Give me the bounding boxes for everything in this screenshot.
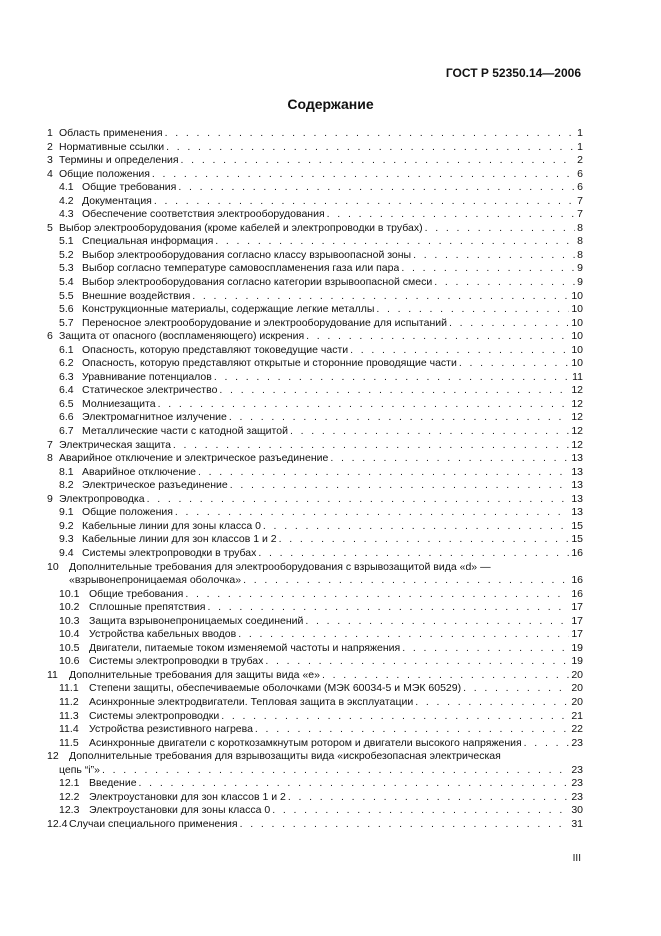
toc-entry-title: Нормативные ссылки (59, 140, 165, 153)
toc-entry-title: Дополнительные требования для защиты вида «е» (69, 668, 320, 681)
toc-entry-page: 20 (571, 668, 583, 681)
toc-entry-title: Системы электропроводки в трубах (89, 655, 264, 668)
toc-entry-title: Аварийное отключение (82, 465, 196, 478)
leader-dots (255, 723, 569, 737)
toc-entry-title: Асинхронные двигатели с короткозамкнутым ротором и двигатели высокого напряжения (89, 736, 522, 749)
toc-entry-title: Молниезащита (82, 397, 156, 410)
toc-entry-title: Статическое электричество (82, 384, 218, 397)
toc-entry-number: 11.4 (59, 723, 79, 736)
toc-entry-page: 17 (571, 601, 583, 614)
toc-entry-title: Выбор электрооборудования согласно категории взрывоопасной смеси (82, 276, 433, 289)
leader-dots (258, 547, 569, 561)
toc-entry-page: 8 (577, 235, 583, 248)
toc-entry-title: Общие положения (82, 506, 173, 519)
toc-entry-page: 6 (577, 181, 583, 194)
toc-entry-page: 17 (571, 614, 583, 627)
toc-subentry[interactable] (47, 357, 583, 371)
toc-entry-page: 19 (571, 655, 583, 668)
leader-dots (139, 777, 570, 791)
leader-dots (263, 520, 569, 534)
toc-entry-number: 12.3 (59, 804, 80, 817)
toc-entry-number: 11.2 (59, 695, 79, 708)
toc-entry-page: 30 (571, 804, 583, 817)
toc-subentry[interactable] (47, 411, 583, 425)
toc-entry-page: 12 (571, 397, 583, 410)
toc-entry-page: 11 (572, 370, 583, 383)
toc-entry-number: 5 (47, 221, 53, 234)
toc-entry-number: 12.2 (59, 790, 80, 803)
leader-dots (185, 588, 569, 602)
leader-dots (415, 696, 569, 710)
document-code: ГОСТ Р 52350.14—2006 (445, 66, 581, 80)
toc-entry-title: Введение (89, 777, 137, 790)
toc-entry-number: 8.2 (59, 479, 74, 492)
toc-entry[interactable] (47, 452, 583, 466)
toc-subentry[interactable] (47, 520, 583, 534)
toc-subentry[interactable] (47, 290, 583, 304)
toc-entry-title: Внешние воздействия (82, 289, 191, 302)
toc-entry-page: 23 (571, 790, 583, 803)
toc-entry-title: Двигатели, питаемые током изменяемой частоты и напряжения (89, 641, 401, 654)
leader-dots (240, 818, 570, 832)
toc-subentry[interactable] (47, 506, 583, 520)
toc-entry-title: Общие положения (59, 167, 150, 180)
leader-dots (178, 181, 575, 195)
toc-entry-number: 6.7 (59, 425, 74, 438)
toc-entry-page: 9 (577, 276, 583, 289)
toc-entry-page: 7 (577, 208, 583, 221)
toc-entry-title: Специальная информация (82, 235, 214, 248)
toc-entry-number: 6.2 (59, 357, 74, 370)
toc-entry-page: 12 (571, 425, 583, 438)
toc-subentry[interactable] (47, 547, 583, 561)
leader-dots (463, 682, 569, 696)
toc-entry-page: 2 (577, 154, 583, 167)
toc-entry-number: 7 (47, 438, 53, 451)
toc-entry-number: 5.6 (59, 303, 74, 316)
toc-entry-page: 1 (577, 140, 583, 153)
toc-entry-title: Устройства резистивного нагрева (89, 723, 253, 736)
leader-dots (290, 425, 569, 439)
toc-entry-number: 10.6 (59, 655, 80, 668)
toc-entry-number: 3 (47, 154, 53, 167)
toc-subentry[interactable] (47, 737, 583, 751)
toc-subentry[interactable] (47, 425, 583, 439)
toc-entry-number: 6 (47, 330, 53, 343)
toc-entry-page: 17 (571, 628, 583, 641)
leader-dots (243, 574, 569, 588)
toc-entry-title: Защита от опасного (воспламеняющего) искрения (59, 330, 305, 343)
leader-dots (152, 168, 575, 182)
leader-dots (165, 127, 576, 141)
toc-entry-title-cont: «взрывонепроницаемая оболочка» (69, 574, 242, 587)
toc-entry[interactable] (47, 141, 583, 155)
toc-entry-number: 9.1 (59, 506, 74, 519)
toc-entry[interactable] (47, 439, 583, 453)
toc-entry-page: 12 (571, 411, 583, 424)
table-of-contents (47, 127, 583, 831)
toc-entry-title: Аварийное отключение и электрическое разъединение (59, 452, 329, 465)
leader-dots (305, 615, 569, 629)
toc-entry-number: 5.2 (59, 248, 74, 261)
leader-dots (221, 710, 569, 724)
toc-entry-title: Устройства кабельных вводов (89, 628, 237, 641)
toc-entry-title: Область применения (59, 127, 163, 139)
leader-dots (449, 317, 569, 331)
toc-entry-number: 4.1 (59, 181, 74, 194)
toc-entry-number: 11.3 (59, 709, 79, 722)
toc-entry[interactable] (47, 561, 583, 575)
toc-subentry[interactable] (47, 235, 583, 249)
toc-entry-number: 9 (47, 492, 53, 505)
toc-entry-title: Общие требования (82, 181, 177, 194)
toc-entry-page: 13 (571, 492, 583, 505)
toc-subentry[interactable] (47, 588, 583, 602)
toc-entry-page: 10 (571, 303, 583, 316)
toc-subentry[interactable] (47, 696, 583, 710)
toc-subentry[interactable] (47, 466, 583, 480)
toc-entry-number: 5.4 (59, 276, 74, 289)
toc-entry-number: 10.2 (59, 601, 80, 614)
toc-entry-number: 10 (47, 560, 59, 573)
leader-dots (175, 506, 569, 520)
toc-entry-title: Кабельные линии для зоны класса 0 (82, 519, 261, 532)
toc-entry-title: Документация (82, 194, 152, 207)
leader-dots (198, 466, 569, 480)
leader-dots (238, 628, 569, 642)
toc-entry-continuation[interactable] (47, 764, 583, 778)
toc-entry-number: 5.3 (59, 262, 74, 275)
toc-entry-title: Термины и определения (59, 154, 179, 167)
leader-dots (154, 195, 575, 209)
toc-entry[interactable] (47, 818, 583, 832)
leader-dots (181, 154, 576, 168)
toc-entry-page: 16 (571, 587, 583, 600)
toc-entry-page: 7 (577, 194, 583, 207)
toc-entry-title: Металлические части с катодной защитой (82, 425, 288, 438)
toc-entry-title: Защита взрывонепроницаемых соединений (89, 614, 304, 627)
toc-entry[interactable] (47, 750, 583, 764)
toc-entry-number: 10.3 (59, 614, 80, 627)
leader-dots (265, 655, 569, 669)
toc-entry-page: 13 (571, 452, 583, 465)
toc-entry-continuation[interactable] (47, 574, 583, 588)
leader-dots (327, 208, 575, 222)
toc-entry[interactable] (47, 330, 583, 344)
toc-entry-number: 12.4 (47, 817, 68, 830)
toc-entry-title: Электроустановки для зоны класса 0 (89, 804, 271, 817)
toc-entry-title: Конструкционные материалы, содержащие легкие металлы (82, 303, 375, 316)
toc-entry-page: 20 (571, 682, 583, 695)
leader-dots (401, 262, 575, 276)
toc-entry-page: 23 (571, 736, 583, 749)
toc-entry-page: 8 (577, 248, 583, 261)
toc-entry-page: 23 (571, 777, 583, 790)
toc-entry-page: 15 (571, 533, 583, 546)
toc-entry-title: Системы электропроводки в трубах (82, 546, 257, 559)
leader-dots (272, 804, 569, 818)
toc-entry-title: Выбор электрооборудования (кроме кабелей и электропроводки в трубах) (59, 221, 423, 234)
toc-entry-title: Системы электропроводки (89, 709, 220, 722)
toc-subentry[interactable] (47, 195, 583, 209)
leader-dots (192, 290, 569, 304)
toc-entry-number: 10.5 (59, 641, 80, 654)
toc-entry-title: Асинхронные электродвигатели. Тепловая защита в эксплуатации (89, 695, 414, 708)
leader-dots (524, 737, 570, 751)
toc-entry-page: 10 (571, 289, 583, 302)
leader-dots (330, 452, 569, 466)
toc-entry[interactable] (47, 493, 583, 507)
toc-subentry[interactable] (47, 344, 583, 358)
toc-entry-title: Электрическая защита (59, 438, 171, 451)
toc-entry-title: Степени защиты, обеспечиваемые оболочками (МЭК 60034-5 и МЭК 60529) (89, 682, 462, 695)
leader-dots (413, 249, 575, 263)
toc-entry-number: 9.3 (59, 533, 74, 546)
leader-dots (219, 384, 569, 398)
toc-entry-title: Дополнительные требования для электрооборудования с взрывозащитой вида «d» — (69, 560, 491, 573)
page-title: Содержание (287, 96, 374, 112)
leader-dots (158, 398, 570, 412)
toc-entry-title: Электропроводка (59, 492, 145, 505)
leader-dots (166, 141, 575, 155)
toc-entry-number: 10.4 (59, 628, 80, 641)
toc-entry-number: 5.5 (59, 289, 74, 302)
toc-subentry[interactable] (47, 642, 583, 656)
toc-entry-number: 5.1 (59, 235, 74, 248)
toc-entry-number: 11.1 (59, 682, 79, 695)
leader-dots (229, 411, 569, 425)
leader-dots (376, 303, 569, 317)
toc-entry-page: 21 (571, 709, 583, 722)
leader-dots (214, 371, 570, 385)
toc-subentry[interactable] (47, 208, 583, 222)
leader-dots (147, 493, 570, 507)
toc-entry-number: 5.7 (59, 316, 74, 329)
toc-subentry[interactable] (47, 303, 583, 317)
toc-entry[interactable] (47, 127, 583, 141)
toc-entry-page: 16 (571, 574, 583, 587)
toc-subentry[interactable] (47, 533, 583, 547)
leader-dots (173, 439, 569, 453)
toc-entry-title: Сплошные препятствия (89, 601, 206, 614)
toc-entry-number: 8 (47, 452, 53, 465)
toc-subentry[interactable] (47, 791, 583, 805)
toc-entry-title: Уравнивание потенциалов (82, 370, 212, 383)
toc-entry-page: 23 (571, 763, 583, 776)
toc-entry-number: 11 (47, 668, 58, 681)
toc-entry-number: 1 (47, 127, 53, 139)
toc-entry[interactable] (47, 222, 583, 236)
toc-entry-title: Опасность, которую представляют открытые и сторонние проводящие части (82, 357, 457, 370)
toc-entry-title: Электрическое разъединение (82, 479, 228, 492)
toc-entry-page: 13 (571, 465, 583, 478)
toc-entry-page: 1 (577, 127, 583, 139)
toc-subentry[interactable] (47, 371, 583, 385)
toc-subentry[interactable] (47, 181, 583, 195)
toc-subentry[interactable] (47, 615, 583, 629)
toc-entry-page: 10 (571, 330, 583, 343)
page-number: III (572, 853, 581, 864)
toc-subentry[interactable] (47, 628, 583, 642)
leader-dots (425, 222, 576, 236)
toc-entry-page: 13 (571, 479, 583, 492)
toc-subentry[interactable] (47, 804, 583, 818)
leader-dots (230, 479, 570, 493)
toc-entry[interactable] (47, 154, 583, 168)
toc-entry-page: 12 (571, 384, 583, 397)
toc-entry-number: 11.5 (59, 736, 79, 749)
toc-entry-page: 8 (577, 221, 583, 234)
toc-entry-title: Обеспечение соответствия электрооборудования (82, 208, 325, 221)
toc-entry-page: 6 (577, 167, 583, 180)
toc-subentry[interactable] (47, 723, 583, 737)
toc-entry-number: 8.1 (59, 465, 74, 478)
leader-dots (288, 791, 569, 805)
toc-entry-number: 12 (47, 750, 59, 763)
toc-subentry[interactable] (47, 479, 583, 493)
toc-entry-page: 16 (571, 546, 583, 559)
toc-subentry[interactable] (47, 655, 583, 669)
toc-entry-page: 22 (571, 723, 583, 736)
leader-dots (279, 533, 570, 547)
toc-entry-number: 6.6 (59, 411, 74, 424)
toc-entry-page: 10 (571, 343, 583, 356)
toc-entry-title: Электромагнитное излучение (82, 411, 227, 424)
toc-entry-number: 4 (47, 167, 53, 180)
toc-entry-page: 12 (571, 438, 583, 451)
leader-dots (102, 764, 569, 778)
toc-entry-number: 4.3 (59, 208, 74, 221)
toc-subentry[interactable] (47, 249, 583, 263)
toc-entry-page: 15 (571, 519, 583, 532)
leader-dots (434, 276, 575, 290)
toc-entry-page: 31 (571, 817, 583, 830)
leader-dots (459, 357, 569, 371)
toc-entry-number: 10.1 (59, 587, 80, 600)
toc-entry-title: Общие требования (89, 587, 184, 600)
toc-subentry[interactable] (47, 262, 583, 276)
toc-entry-number: 2 (47, 140, 53, 153)
toc-entry-page: 13 (571, 506, 583, 519)
toc-entry-number: 6.1 (59, 343, 74, 356)
toc-entry[interactable] (47, 669, 583, 683)
toc-subentry[interactable] (47, 317, 583, 331)
toc-entry-number: 6.3 (59, 370, 74, 383)
leader-dots (322, 669, 569, 683)
toc-entry-title-cont: цепь “i”» (59, 763, 100, 776)
toc-entry-title: Кабельные линии для зон классов 1 и 2 (82, 533, 277, 546)
toc-entry-page: 10 (571, 357, 583, 370)
toc-subentry[interactable] (47, 384, 583, 398)
toc-entry-page: 20 (571, 695, 583, 708)
toc-entry-number: 6.5 (59, 397, 74, 410)
toc-entry-number: 4.2 (59, 194, 74, 207)
toc-entry-number: 9.4 (59, 546, 74, 559)
leader-dots (350, 344, 569, 358)
toc-entry-title: Электроустановки для зон классов 1 и 2 (89, 790, 286, 803)
toc-entry-title: Выбор согласно температуре самовоспламенения газа или пара (82, 262, 400, 275)
leader-dots (402, 642, 569, 656)
leader-dots (208, 601, 570, 615)
toc-entry-page: 9 (577, 262, 583, 275)
toc-subentry[interactable] (47, 398, 583, 412)
toc-entry-title: Дополнительные требования для взрывозащиты вида «искробезопасная электрическая (69, 750, 501, 763)
toc-entry-page: 10 (571, 316, 583, 329)
toc-subentry[interactable] (47, 777, 583, 791)
toc-subentry[interactable] (47, 276, 583, 290)
toc-entry-page: 19 (571, 641, 583, 654)
leader-dots (215, 235, 575, 249)
toc-entry[interactable] (47, 168, 583, 182)
toc-entry-number: 6.4 (59, 384, 74, 397)
leader-dots (306, 330, 569, 344)
toc-entry-title: Опасность, которую представляют токоведущие части (82, 343, 349, 356)
toc-entry-title: Случаи специального применения (69, 817, 238, 830)
toc-entry-title: Переносное электрооборудование и электрооборудование для испытаний (82, 316, 447, 329)
toc-entry-title: Выбор электрооборудования согласно классу взрывоопасной зоны (82, 248, 412, 261)
toc-subentry[interactable] (47, 601, 583, 615)
toc-subentry[interactable] (47, 682, 583, 696)
toc-entry-number: 12.1 (59, 777, 80, 790)
toc-subentry[interactable] (47, 710, 583, 724)
toc-entry-number: 9.2 (59, 519, 74, 532)
